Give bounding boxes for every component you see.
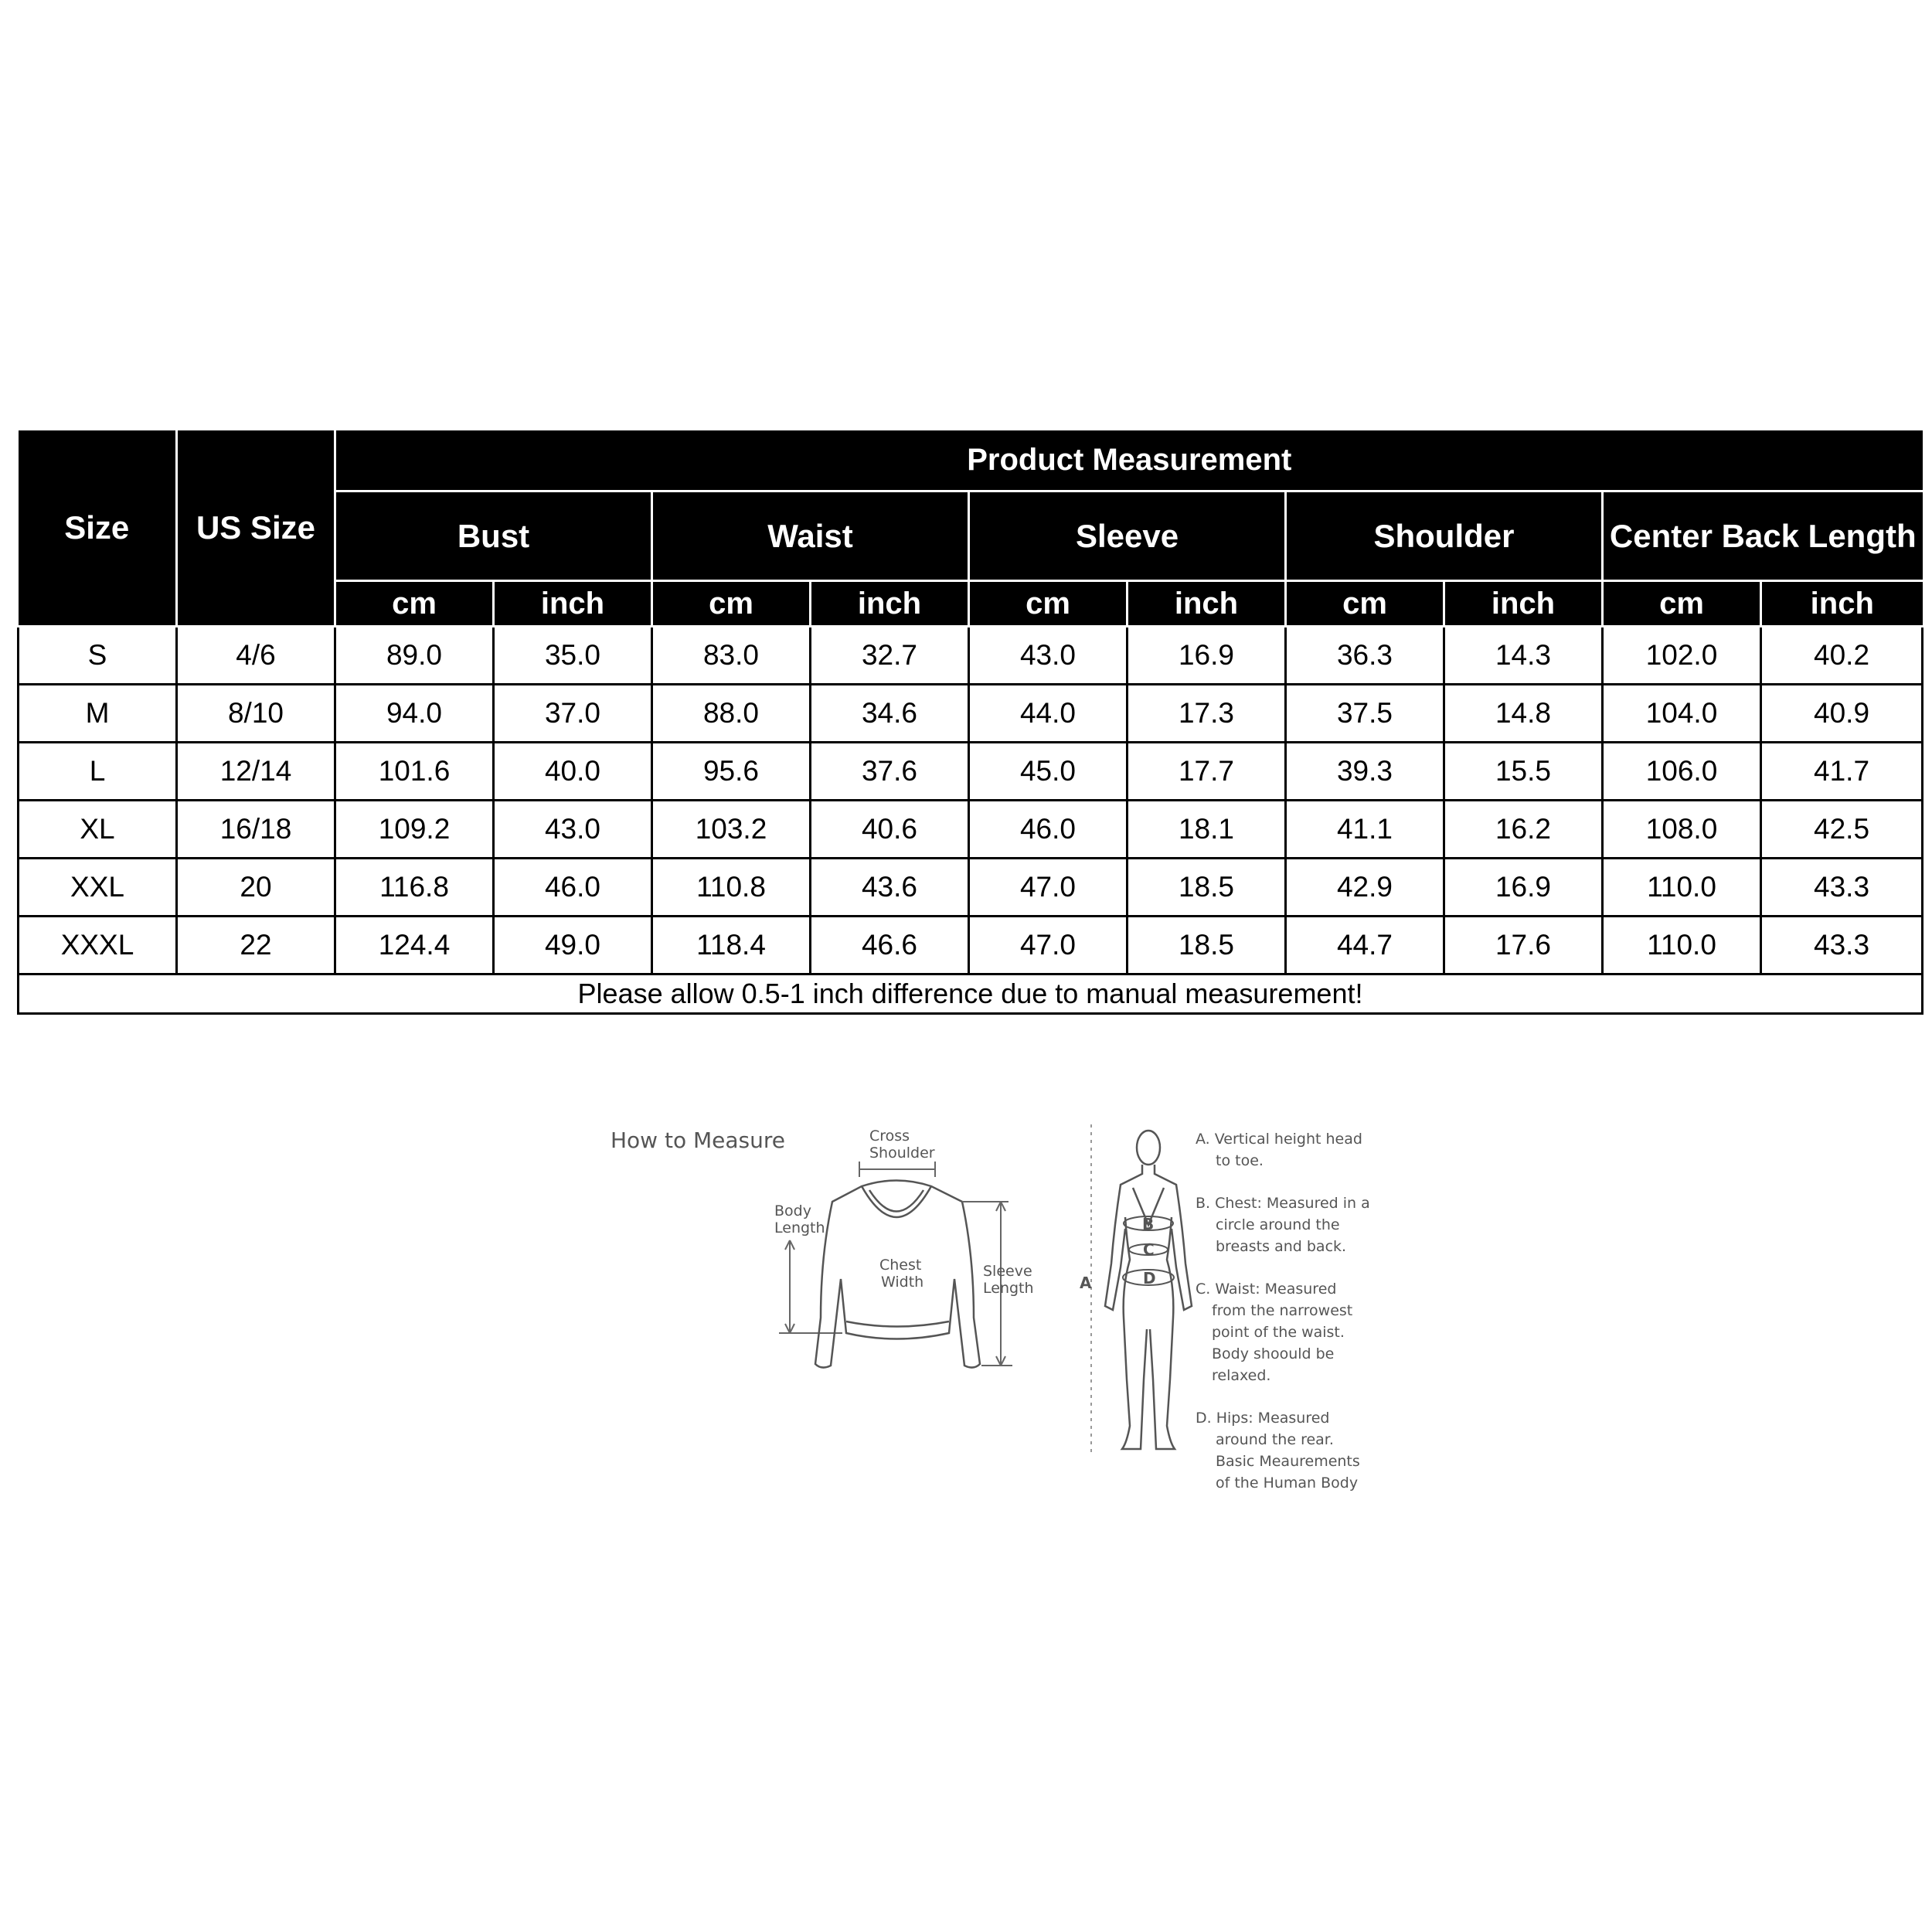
cell-us-size: 8/10 xyxy=(177,685,335,743)
note-c-line-5: relaxed. xyxy=(1212,1367,1271,1384)
cell-us-size: 22 xyxy=(177,917,335,975)
body-length-label-1: Body xyxy=(774,1202,811,1219)
cell-sleeve-inch: 16.9 xyxy=(1128,627,1286,685)
cell-waist-cm: 88.0 xyxy=(652,685,811,743)
cell-cbl-cm: 106.0 xyxy=(1603,743,1761,801)
note-c-line-3: point of the waist. xyxy=(1212,1324,1345,1341)
cell-waist-cm: 110.8 xyxy=(652,859,811,917)
marker-c: C xyxy=(1143,1240,1155,1259)
cross-shoulder-label-1: Cross xyxy=(869,1128,910,1145)
cell-waist-inch: 46.6 xyxy=(811,917,969,975)
size-chart-table xyxy=(17,430,1923,1015)
cell-bust-cm: 116.8 xyxy=(335,859,494,917)
header-shoulder: Shoulder xyxy=(1286,492,1603,581)
body-length-label-2: Length xyxy=(774,1219,825,1236)
cell-shoulder-inch: 16.9 xyxy=(1444,859,1603,917)
cell-cbl-inch: 42.5 xyxy=(1761,801,1923,859)
table-row xyxy=(19,743,1923,801)
cell-cbl-inch: 43.3 xyxy=(1761,859,1923,917)
cell-size: S xyxy=(19,627,177,685)
table-row xyxy=(19,917,1923,975)
cell-cbl-inch: 40.9 xyxy=(1761,685,1923,743)
unit-inch: inch xyxy=(1444,581,1603,627)
measurement-notes xyxy=(1196,1131,1370,1492)
cell-us-size: 16/18 xyxy=(177,801,335,859)
cell-shoulder-cm: 37.5 xyxy=(1286,685,1444,743)
unit-inch: inch xyxy=(1128,581,1286,627)
note-b-line-1: B. Chest: Measured in a xyxy=(1196,1195,1370,1212)
cell-shoulder-inch: 17.6 xyxy=(1444,917,1603,975)
chest-width-label-1: Chest xyxy=(879,1257,922,1274)
cell-bust-cm: 94.0 xyxy=(335,685,494,743)
how-to-measure-title: How to Measure xyxy=(611,1128,785,1153)
table-note-row xyxy=(19,975,1923,1014)
note-b-line-2: circle around the xyxy=(1216,1216,1340,1233)
header-sleeve: Sleeve xyxy=(969,492,1286,581)
chest-width-label-2: Width xyxy=(881,1274,924,1291)
cell-bust-cm: 101.6 xyxy=(335,743,494,801)
unit-cm: cm xyxy=(1286,581,1444,627)
cell-sleeve-cm: 43.0 xyxy=(969,627,1128,685)
cell-size: M xyxy=(19,685,177,743)
cell-cbl-cm: 110.0 xyxy=(1603,859,1761,917)
cell-waist-cm: 95.6 xyxy=(652,743,811,801)
marker-b: B xyxy=(1142,1215,1155,1233)
cell-waist-inch: 37.6 xyxy=(811,743,969,801)
note-c-line-4: Body shoould be xyxy=(1212,1345,1335,1362)
cell-cbl-cm: 104.0 xyxy=(1603,685,1761,743)
cell-shoulder-inch: 16.2 xyxy=(1444,801,1603,859)
cell-cbl-inch: 41.7 xyxy=(1761,743,1923,801)
cell-shoulder-cm: 41.1 xyxy=(1286,801,1444,859)
note-d-line-3: Basic Meaurements xyxy=(1216,1453,1360,1470)
table-row xyxy=(19,627,1923,685)
cell-shoulder-cm: 39.3 xyxy=(1286,743,1444,801)
sleeve-length-label-2: Length xyxy=(983,1280,1034,1297)
sleeve-length-label-1: Sleeve xyxy=(983,1263,1032,1280)
note-a-line-1: A. Vertical height head xyxy=(1196,1131,1362,1148)
cell-us-size: 4/6 xyxy=(177,627,335,685)
cell-bust-inch: 37.0 xyxy=(494,685,652,743)
cell-bust-inch: 49.0 xyxy=(494,917,652,975)
cell-us-size: 12/14 xyxy=(177,743,335,801)
cell-us-size: 20 xyxy=(177,859,335,917)
cell-sleeve-cm: 45.0 xyxy=(969,743,1128,801)
cell-shoulder-inch: 14.8 xyxy=(1444,685,1603,743)
body-measure-lines xyxy=(1091,1124,1174,1457)
header-size: Size xyxy=(19,430,177,627)
cell-bust-cm: 124.4 xyxy=(335,917,494,975)
cell-cbl-cm: 102.0 xyxy=(1603,627,1761,685)
cell-waist-inch: 43.6 xyxy=(811,859,969,917)
unit-inch: inch xyxy=(494,581,652,627)
note-b-line-3: breasts and back. xyxy=(1216,1238,1347,1255)
note-c-line-1: C. Waist: Measured xyxy=(1196,1281,1337,1298)
note-d-line-4: of the Human Body xyxy=(1216,1475,1359,1492)
how-to-measure-diagram xyxy=(611,1124,1383,1503)
cell-sleeve-cm: 46.0 xyxy=(969,801,1128,859)
cell-bust-inch: 35.0 xyxy=(494,627,652,685)
cell-shoulder-inch: 14.3 xyxy=(1444,627,1603,685)
unit-cm: cm xyxy=(1603,581,1761,627)
note-d-line-1: D. Hips: Measured xyxy=(1196,1410,1330,1427)
unit-inch: inch xyxy=(811,581,969,627)
header-us-size: US Size xyxy=(177,430,335,627)
cell-sleeve-inch: 18.5 xyxy=(1128,859,1286,917)
header-bust: Bust xyxy=(335,492,652,581)
header-center-back-length: Center Back Length xyxy=(1603,492,1923,581)
cell-bust-inch: 40.0 xyxy=(494,743,652,801)
cell-sleeve-inch: 17.7 xyxy=(1128,743,1286,801)
cell-bust-inch: 46.0 xyxy=(494,859,652,917)
body-length-arrow xyxy=(779,1240,842,1333)
marker-d: D xyxy=(1143,1269,1156,1287)
cell-cbl-cm: 108.0 xyxy=(1603,801,1761,859)
unit-cm: cm xyxy=(335,581,494,627)
cross-shoulder-label-2: Shoulder xyxy=(869,1145,935,1162)
note-c-line-2: from the narrowest xyxy=(1212,1302,1353,1319)
marker-a: A xyxy=(1080,1274,1092,1292)
cell-shoulder-cm: 44.7 xyxy=(1286,917,1444,975)
cell-waist-inch: 32.7 xyxy=(811,627,969,685)
cell-cbl-inch: 43.3 xyxy=(1761,917,1923,975)
cell-sleeve-inch: 18.5 xyxy=(1128,917,1286,975)
cross-shoulder-arrow xyxy=(859,1162,935,1177)
cell-cbl-inch: 40.2 xyxy=(1761,627,1923,685)
cell-shoulder-inch: 15.5 xyxy=(1444,743,1603,801)
cell-bust-inch: 43.0 xyxy=(494,801,652,859)
human-body-illustration xyxy=(1105,1131,1192,1449)
cell-waist-inch: 34.6 xyxy=(811,685,969,743)
cell-bust-cm: 109.2 xyxy=(335,801,494,859)
unit-inch: inch xyxy=(1761,581,1923,627)
cell-cbl-cm: 110.0 xyxy=(1603,917,1761,975)
header-waist: Waist xyxy=(652,492,969,581)
cell-waist-cm: 103.2 xyxy=(652,801,811,859)
unit-cm: cm xyxy=(969,581,1128,627)
cell-size: XXXL xyxy=(19,917,177,975)
cell-waist-inch: 40.6 xyxy=(811,801,969,859)
table-row xyxy=(19,685,1923,743)
cell-sleeve-inch: 18.1 xyxy=(1128,801,1286,859)
cell-sleeve-cm: 47.0 xyxy=(969,859,1128,917)
measurement-note: Please allow 0.5-1 inch difference due to manual measurement! xyxy=(19,975,1923,1014)
note-d-line-2: around the rear. xyxy=(1216,1431,1334,1448)
cell-sleeve-cm: 44.0 xyxy=(969,685,1128,743)
cell-waist-cm: 118.4 xyxy=(652,917,811,975)
cell-size: L xyxy=(19,743,177,801)
cell-sleeve-inch: 17.3 xyxy=(1128,685,1286,743)
cell-sleeve-cm: 47.0 xyxy=(969,917,1128,975)
cell-shoulder-cm: 42.9 xyxy=(1286,859,1444,917)
cell-size: XXL xyxy=(19,859,177,917)
unit-cm: cm xyxy=(652,581,811,627)
note-a-line-2: to toe. xyxy=(1216,1152,1264,1169)
cell-size: XL xyxy=(19,801,177,859)
cell-bust-cm: 89.0 xyxy=(335,627,494,685)
cell-waist-cm: 83.0 xyxy=(652,627,811,685)
table-row xyxy=(19,859,1923,917)
header-product-measurement: Product Measurement xyxy=(335,430,1923,492)
cell-shoulder-cm: 36.3 xyxy=(1286,627,1444,685)
table-row xyxy=(19,801,1923,859)
